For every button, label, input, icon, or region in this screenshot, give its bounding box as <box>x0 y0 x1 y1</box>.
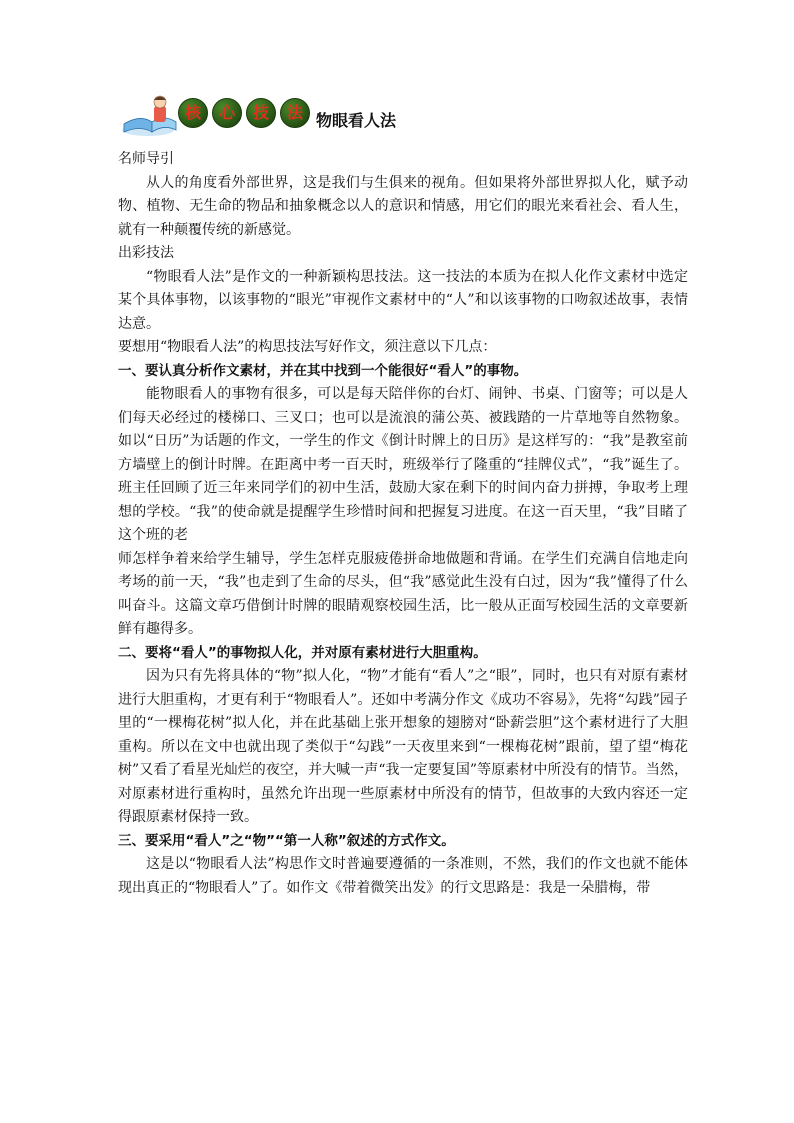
heading-chucai-jifa: 出彩技法 <box>118 245 174 261</box>
heading-mingshi-daoyin: 名师导引 <box>118 151 174 167</box>
badge-xin: 心 <box>212 98 242 128</box>
page-title: 物眼看人法 <box>316 111 397 130</box>
point-heading-3: 三、要采用“看人”之“物”“第一人称”叙述的方式作文。 <box>118 832 455 849</box>
badge-he: 核 <box>178 98 208 128</box>
paragraph-intro: 从人的角度看外部世界，这是我们与生俱来的视角。但如果将外部世界拟人化，赋予动物、植物、无生命的物品和抽象概念以人的意识和情感，用它们的眼光来看社会、看人生，就有一种颠覆传统的新感觉。 <box>118 174 688 238</box>
badge-fa: 法 <box>280 98 310 128</box>
paragraph-point-1-continued: 师怎样争着来给学生辅导，学生怎样克服疲倦拼命地做题和背诵。在学生们充满自信地走向考场的前一天，“我”也走到了生命的尽头，但“我”感觉此生没有白过，因为“我”懂得了什么叫奋斗。这篇文章巧借倒计时牌的眼睛观察校园生活，比一般从正面写校园生活的文章要新鲜有趣得多。 <box>118 550 688 637</box>
paragraph-points-intro: 要想用“物眼看人法”的构思技法写好作文，须注意以下几点： <box>118 339 497 355</box>
section-header <box>118 92 678 138</box>
badge-ji: 技 <box>246 98 276 128</box>
article-body <box>118 148 688 900</box>
point-heading-1: 一、要认真分析作文素材，并在其中找到一个能很好“看人”的事物。 <box>118 362 528 379</box>
paragraph-point-2: 因为只有先将具体的“物”拟人化，“物”才能有“看人”之“眼”，同时，也只有对原有素材进行大胆重构，才更有利于“物眼看人”。还如中考满分作文《成功不容易》，先将“勾践”园子里的“一棵梅花树”拟人化，并在此基础上张开想象的翅膀对“卧薪尝胆”这个素材进行了大胆重构。所以在文中也就出现了类似于“勾践”一天夜里来到“一棵梅花树”跟前，望了望“梅花树”又看了看星光灿烂的夜空，并大喊一声“我一定要复国”等原素材中所没有的情节。当然，对原素材进行重构时，虽然允许出现一些原素材中所没有的情节，但故事的大致内容还一定得跟原素材保持一致。 <box>118 668 688 825</box>
paragraph-point-3: 这是以“物眼看人法”构思作文时普遍要遵循的一条准则，不然，我们的作文也就不能体现出真正的“物眼看人”了。如作文《带着微笑出发》的行文思路是：我是一朵腊梅，带 <box>118 856 688 896</box>
paragraph-technique: “物眼看人法”是作文的一种新颖构思技法。这一技法的本质为在拟人化作文素材中选定某个具体事物，以该事物的“眼光”审视作文素材中的“人”和以该事物的口吻叙述故事，表情达意。 <box>118 268 688 332</box>
paragraph-point-1: 能物眼看人的事物有很多，可以是每天陪伴你的台灯、闹钟、书桌、门窗等；可以是人们每天必经过的楼梯口、三叉口；也可以是流浪的蒲公英、被践踏的一片草地等自然物象。如以“日历”为话题的作文，一学生的作文《倒计时牌上的日历》是这样写的：“我”是教室前方墙壁上的倒计时牌。在距离中考一百天时，班级举行了隆重的“挂牌仪式”，“我”诞生了。班主任回顾了近三年来同学们的初中生活，鼓励大家在剩下的时间内奋力拼搏，争取考上理想的学校。“我”的使命就是提醒学生珍惜时间和把握复习进度。在这一百天里，“我”目睹了这个班的老 <box>118 386 688 543</box>
point-heading-2: 二、要将“看人”的事物拟人化，并对原有素材进行大胆重构。 <box>118 644 487 661</box>
reading-mascot-icon <box>118 92 182 138</box>
